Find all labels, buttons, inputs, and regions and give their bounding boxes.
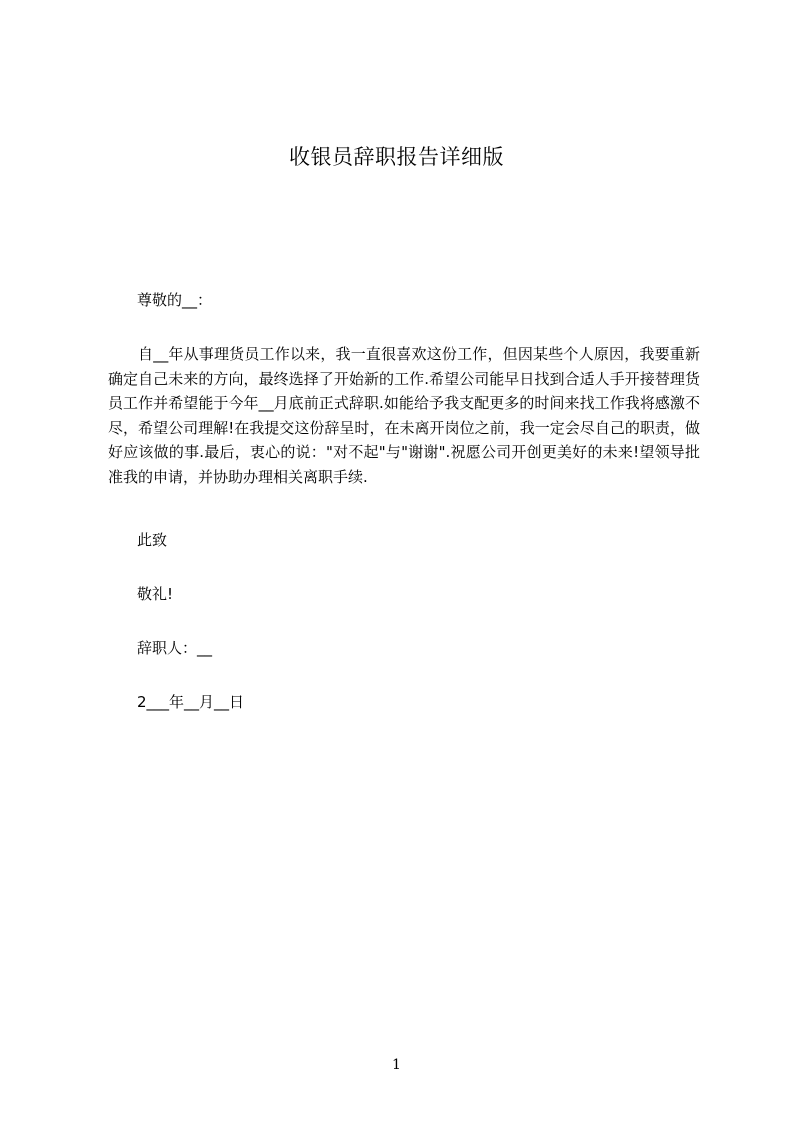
page-number: 1 (392, 1057, 401, 1073)
date-line: 2___年__月__日 (137, 693, 245, 711)
regards-line: 敬礼! (137, 585, 174, 603)
document-title: 收银员辞职报告详细版 (289, 145, 504, 169)
signer-line: 辞职人：__ (137, 639, 213, 657)
closing-line: 此致 (137, 531, 168, 549)
salutation: 尊敬的__： (137, 291, 213, 309)
body-paragraph: 自__年从事理货员工作以来，我一直很喜欢这份工作，但因某些个人原因，我要重新确定自己未来的方向，最终选择了开始新的工作.希望公司能早日找到合适人手开接替理货员工作并希望能于今年__月底前正式辞职.如能给予我支配更多的时间来找工作我将感激不尽，希望公司理解!在我提交这份辞呈时，在未离开岗位之前，我一定会尽自己的职责，做好应该做的事.最后，衷心的说："对不起"与"谢谢".祝愿公司开创更美好的未来!望领导批准我的申请，并协助办理相关离职手续. (108, 345, 700, 486)
